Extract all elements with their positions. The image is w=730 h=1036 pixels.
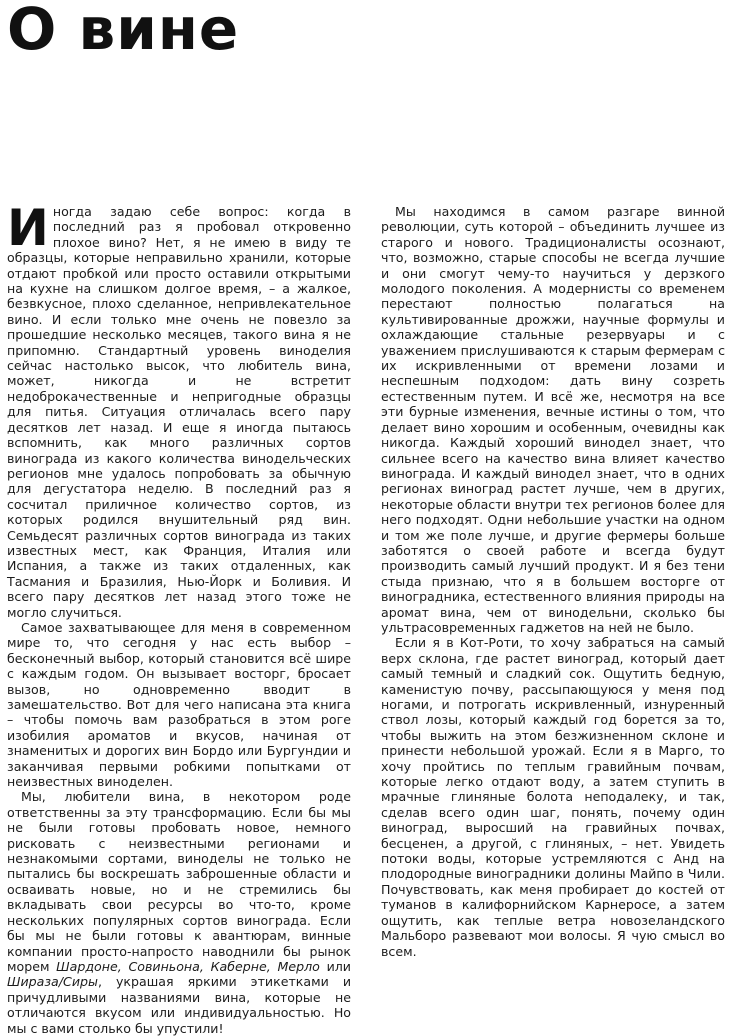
paragraph-cote-rotie: Если я в Кот-Роти, то хочу забраться на самый верх склона, где растет виноград, который дает самый темный и сладкий сок. Ощутить бедную, каменистую почву, рассыпающуюся у меня под ногами, и потрогать искривленный, изнуренный ствол лозы, который каждый год борется за то, чтобы выжить на этом безжизненном склоне и принести небольшой урожай. Если я в Марго, то хочу пройтись по теплым гравийным почвам, которые легко отдают воду, а затем ступить в мрачные глиняные болота неподалеку, и так, сделав всего один шаг, понять, почему один виноград, выросший на гравийных почвах, бесценен, а другой, с глиняных, – нет. Увидеть потоки воды, которые устремляются с Анд на плодородные виноградники долины Майпо в Чили. Почувствовать, как меня пробирает до костей от туманов в калифорнийском Карнеросе, а затем ощутить, как теплые ветра новозеландского Мальборо развевают мои волосы. Я чую смысл во всем. xyxy=(381,635,725,959)
intro-text: ногда задаю себе вопрос: когда в последний раз я пробовал откровенно плохое вино? Нет, я не имею в виду те образцы, которые неправильно хранили, которые отдают пробкой или просто оставили открытыми на кухне на слишком долгое время, – а жалкое, безвкусное, плохо сделанное, непривлекательное вино. И если только мне очень не повезло за прошедшие несколько месяцев, такого вина я не припомню. Стандартный уровень виноделия сейчас настолько высок, что любитель вина, может, никогда и не встретит недоброкачественные и непригодные образцы для питья. Ситуация отличалась всего пару десятков лет назад. И еще я иногда пытаюсь вспомнить, как много различных сортов винограда из какого количества винодельческих регионов мне удалось попробовать за обычную для дегустатора неделю. В последний раз я сосчитал приличное количество сортов, из которых родился внушительный ряд вин. Семьдесят различных сортов винограда из таких известных мест, как Франция, Италия или Испания, а также из таких отдаленных, как Тасмания и Бразилия, Нью-Йорк и Боливия. И всего пару десятков лет назад этого тоже не могло случиться. xyxy=(7,204,351,620)
paragraph-wine-lovers xyxy=(7,789,351,1036)
paragraph-text: , украшая яркими этикетками и причудливыми названиями вина, которые не отличаются вкусом или индивидуальностью. Но мы с вами столько бы упустили! xyxy=(7,974,351,1036)
page-title: О вине xyxy=(7,0,240,63)
paragraph-text: или xyxy=(319,958,351,974)
paragraph-choice: Самое захватывающее для меня в современном мире то, что сегодня у нас есть выбор – бесконечный выбор, который становится всё шире с каждым годом. Он вызывает восторг, бросает вызов, но одновременно вводит в замешательство. Вот для чего написана эта книга – чтобы помочь вам разобраться в этом роге изобилия ароматов и вкусов, начиная от знаменитых и дорогих вин Бордо или Бургундии и заканчивая первыми робкими попытками от неизвестных виноделен. xyxy=(7,619,351,790)
drop-cap: И xyxy=(7,199,49,257)
left-column xyxy=(7,199,351,1036)
intro-paragraph xyxy=(7,199,351,620)
right-column xyxy=(381,204,725,959)
paragraph-revolution: Мы находимся в самом разгаре винной революции, суть которой – объединить лучшее из старого и нового. Традиционалисты осознают, что, возможно, старые способы не всегда лучшие и они смогут чему-то научиться у дерзкого молодого поколения. А модернисты со временем перестают полностью полагаться на культивированные дрожжи, научные формулы и охлаждающие стальные резервуары и с уважением прислушиваются к старым фермерам с их искривленными от времени лозами и неспешным подходом: дать вину созреть естественным путем. И всё же, несмотря на все эти бурные изменения, вечные истины о том, что делает вино хорошим и особенным, очевидны как никогда. Каждый хороший винодел знает, что сильнее всего на качество вина влияет качество винограда. И каждый винодел знает, что в одних регионах виноград растет лучше, чем в других, некоторые области внутри тех регионов более для него подходят. Одни небольшие участки на одном и том же поле лучше, и другие фермеры больше заботятся о своей работе и всегда будут производить самый лучший продукт. И я без тени стыда признаю, что я в большем восторге от виноградника, естественного влияния природы на аромат вина, чем от винодельни, сколько бы ультрасовременных гаджетов на ней не было. xyxy=(381,204,725,635)
paragraph-text: Мы, любители вина, в некотором роде ответственны за эту трансформацию. Если бы мы не были готовы пробовать новое, немного рисковать с неизвестными регионами и незнакомыми сортами, виноделы не только не пытались бы воскрешать заброшенные области и осваивать новые, но и не стремились бы вкладывать свои ресурсы во что-то, кроме нескольких популярных сортов винограда. Если бы мы не были готовы к авантюрам, винные компании просто-напросто наводнили бы рынок морем xyxy=(7,789,351,974)
grape-varieties-italic: Шардоне, Совиньона, Каберне, Мерло xyxy=(56,958,320,974)
shiraz-italic: Шираза/Сиры xyxy=(7,974,98,990)
